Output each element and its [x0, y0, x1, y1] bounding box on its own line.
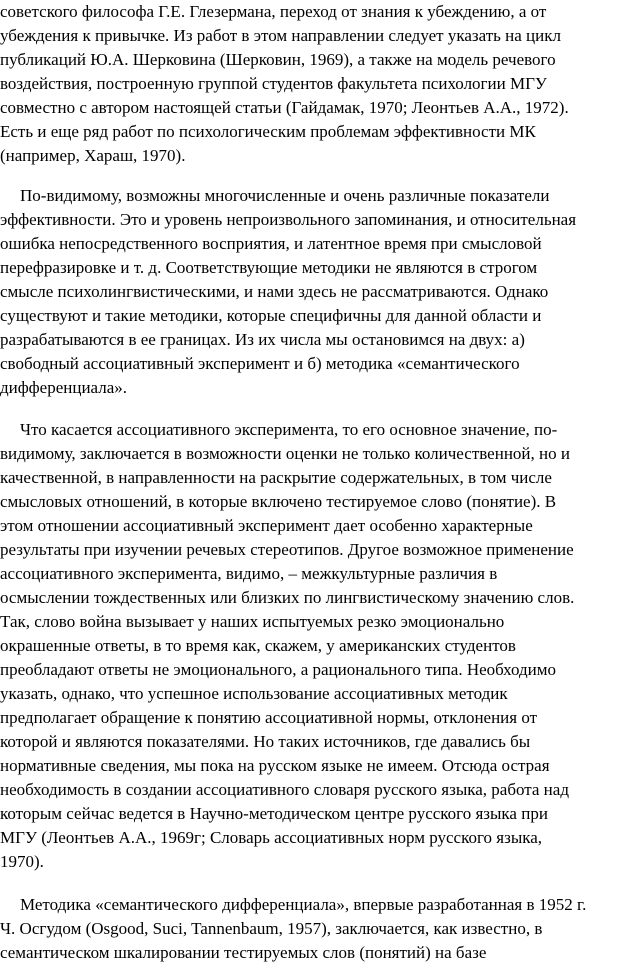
- text-line: (например, Хараш, 1970).: [0, 146, 186, 165]
- text-line: советского философа Г.Е. Глезермана, переход от знания к убеждению, а от: [0, 2, 547, 21]
- text-line: смысле психолингвистическими, и нами здесь не рассматриваются. Однако: [0, 282, 549, 301]
- text-line: ошибка непосредственного восприятия, и латентное время при смысловой: [0, 234, 542, 253]
- text-line: дифференциала».: [0, 378, 128, 397]
- text-line: Так, слово война вызывает у наших испытуемых резко эмоционально: [0, 612, 505, 631]
- text-line: результаты при изучении речевых стереотипов. Другое возможное применение: [0, 540, 574, 559]
- text-line: видимому, заключается в возможности оценки не только количественной, но и: [0, 444, 570, 463]
- text-line: МГУ (Леонтьев А.А., 1969г; Словарь ассоциативных норм русского языка,: [0, 828, 543, 847]
- text-line: совместно с автором настоящей статьи (Гайдамак, 1970; Леонтьев А.А., 1972).: [0, 98, 569, 117]
- text-line: убеждения к привычке. Из работ в этом направлении следует указать на цикл: [0, 26, 561, 45]
- text-line: свободный ассоциативный эксперимент и б) методика «семантического: [0, 354, 520, 373]
- text-line: ассоциативного эксперимента, видимо, – межкультурные различия в: [0, 564, 498, 583]
- text-line: По-видимому, возможны многочисленные и очень различные показатели: [20, 186, 550, 205]
- text-line: смысловых отношений, в которые включено тестируемое слово (понятие). В: [0, 492, 557, 511]
- text-line: преобладают ответы не эмоционального, а рационального типа. Необходимо: [0, 660, 557, 679]
- text-line: 1970).: [0, 852, 44, 871]
- text-line: перефразировке и т. д. Соответствующие методики не являются в строгом: [0, 258, 538, 277]
- text-line: публикаций Ю.А. Шерковина (Шерковин, 1969), а также на модель речевого: [0, 50, 556, 69]
- text-line: которой и являются показателями. Но таких источников, где давались бы: [0, 732, 531, 751]
- text-line: Что касается ассоциативного эксперимента, то его основное значение, по-: [20, 420, 558, 439]
- text-line: необходимость в создании ассоциативного словаря русского языка, работа над: [0, 780, 569, 799]
- text-line: качественной, в направленности на раскрытие содержательных, в том числе: [0, 468, 552, 487]
- text-line: Есть и еще ряд работ по психологическим проблемам эффективности МК: [0, 122, 536, 141]
- text-line: эффективности. Это и уровень непроизвольного запоминания, и относительная: [0, 210, 577, 229]
- text-line: семантическом шкалировании тестируемых слов (понятий) на базе: [0, 943, 487, 962]
- text-line: существуют и такие методики, которые специфичны для данной области и: [0, 306, 542, 325]
- text-line: предполагает обращение к понятию ассоциативной нормы, отклонения от: [0, 708, 538, 727]
- text-line: Методика «семантического дифференциала», впервые разработанная в 1952 г.: [20, 895, 587, 914]
- text-line: нормативные сведения, мы пока на русском языке не имеем. Отсюда острая: [0, 756, 550, 775]
- text-line: этом отношении ассоциативный эксперимент дает особенно характерные: [0, 516, 533, 535]
- text-line: окрашенные ответы, в то время как, скажем, у американских студентов: [0, 636, 516, 655]
- text-line: разрабатываются в ее границах. Из их числа мы остановимся на двух: а): [0, 330, 525, 349]
- text-line: осмыслении тождественных или близких по лингвистическому значению слов.: [0, 588, 575, 607]
- text-line: воздействия, построенную группой студентов факультета психологии МГУ: [0, 74, 547, 93]
- text-line: Ч. Осгудом (Osgood, Suci, Tannenbaum, 1957), заключается, как известно, в: [0, 919, 543, 938]
- text-line: которым сейчас ведется в Научно-методическом центре русского языка при: [0, 804, 548, 823]
- text-line: указать, однако, что успешное использование ассоциативных методик: [0, 684, 508, 703]
